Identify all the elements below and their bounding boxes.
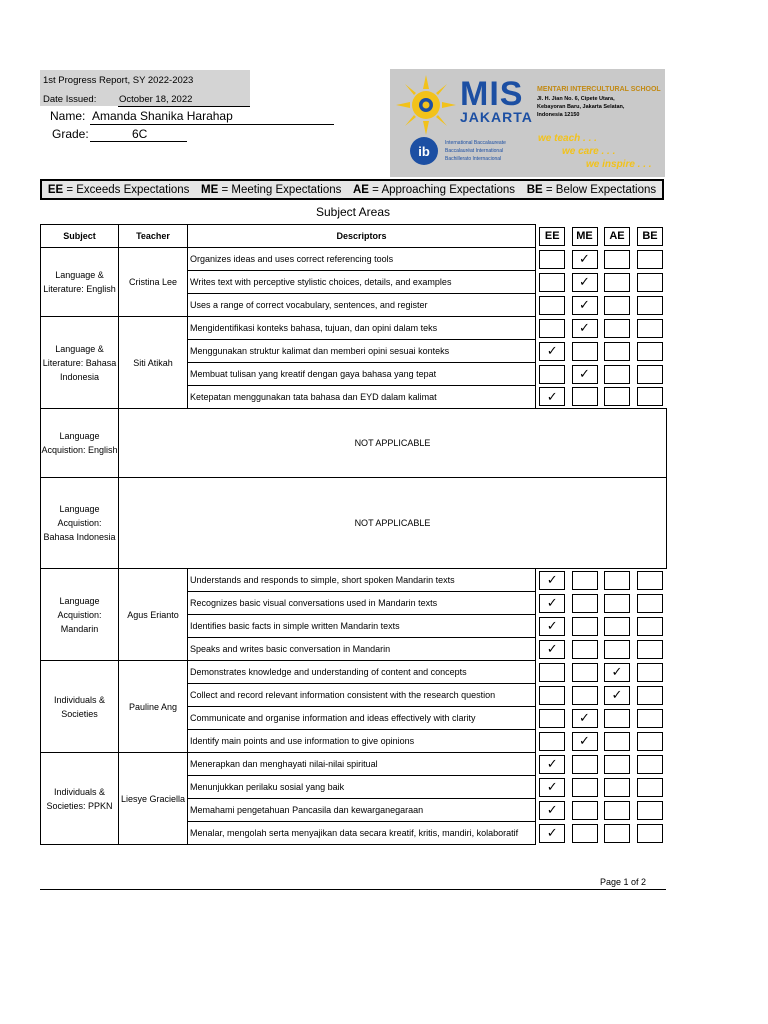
subject-areas-table [40, 224, 667, 845]
ib-text-1: International Baccalaureate [445, 140, 506, 146]
descriptor-cell: Recognizes basic visual conversations used in Mandarin texts [188, 592, 536, 615]
teacher-cell: Liesye Graciella [119, 753, 188, 845]
legend-ae: AE = Approaching Expectations [352, 183, 516, 196]
not-applicable-cell: NOT APPLICABLE [119, 409, 667, 478]
level-ee-cell [536, 615, 569, 638]
empty-box [604, 365, 630, 384]
empty-box [604, 250, 630, 269]
checkmark-icon: ✓ [604, 663, 630, 682]
empty-box [637, 250, 663, 269]
level-me-cell [569, 271, 601, 294]
school-address-3: Indonesia 12150 [537, 112, 580, 118]
level-ae-cell [601, 661, 634, 684]
subject-cell: Individuals & Societies: PPKN [41, 753, 119, 845]
section-title: Subject Areas [315, 205, 391, 219]
level-ae-cell [601, 615, 634, 638]
report-title: 1st Progress Report, SY 2022-2023 [43, 75, 194, 86]
subject-cell: Language Acquistion: Mandarin [41, 569, 119, 661]
level-me-cell [569, 753, 601, 776]
page-number: Page 1 of 2 [600, 877, 647, 887]
level-be-cell [634, 684, 667, 707]
empty-box [539, 250, 565, 269]
table-row [41, 569, 667, 592]
empty-box [539, 365, 565, 384]
empty-box [572, 686, 598, 705]
descriptor-cell: Demonstrates knowledge and understanding of content and concepts [188, 661, 536, 684]
level-me-cell [569, 386, 601, 409]
level-me-cell [569, 799, 601, 822]
checkmark-icon: ✓ [539, 801, 565, 820]
checkmark-icon: ✓ [572, 732, 598, 751]
descriptor-cell: Menunjukkan perilaku sosial yang baik [188, 776, 536, 799]
col-ae: AE [601, 225, 634, 248]
checkmark-icon: ✓ [539, 755, 565, 774]
table-row [41, 753, 667, 776]
level-me-cell [569, 294, 601, 317]
empty-box [637, 617, 663, 636]
empty-box [539, 709, 565, 728]
subject-cell: Language & Literature: Bahasa Indonesia [41, 317, 119, 409]
motto-3: we inspire . . . [586, 159, 652, 170]
level-be-cell [634, 707, 667, 730]
level-be-cell [634, 294, 667, 317]
subject-cell: Language Acquistion: Bahasa Indonesia [41, 478, 119, 569]
level-ae-cell [601, 730, 634, 753]
teacher-cell: Agus Erianto [119, 569, 188, 661]
legend-be: BE = Below Expectations [526, 183, 657, 196]
teacher-cell: Pauline Ang [119, 661, 188, 753]
empty-box [637, 663, 663, 682]
empty-box [637, 296, 663, 315]
checkmark-icon: ✓ [539, 824, 565, 843]
empty-box [637, 709, 663, 728]
empty-box [637, 801, 663, 820]
empty-box [637, 342, 663, 361]
level-ee-cell [536, 363, 569, 386]
motto-2: we care . . . [562, 146, 616, 157]
ib-text-2: Baccalauréat International [445, 148, 504, 154]
level-ee-cell [536, 317, 569, 340]
grade-underline [90, 141, 187, 142]
level-ae-cell [601, 707, 634, 730]
ib-logo-icon: ib [410, 137, 438, 165]
level-ee-cell [536, 661, 569, 684]
empty-box [637, 365, 663, 384]
empty-box [604, 319, 630, 338]
level-be-cell [634, 615, 667, 638]
level-ae-cell [601, 386, 634, 409]
date-label: Date Issued: [43, 94, 97, 105]
grade-value: 6C [132, 127, 148, 141]
level-ae-cell [601, 776, 634, 799]
col-teacher: Teacher [119, 225, 188, 248]
table-row [41, 317, 667, 340]
checkmark-icon: ✓ [604, 686, 630, 705]
level-ee-cell [536, 271, 569, 294]
empty-box [604, 709, 630, 728]
descriptor-cell: Collect and record relevant information consistent with the research question [188, 684, 536, 707]
level-ee-cell [536, 248, 569, 271]
school-logo-block [390, 69, 665, 177]
empty-box [539, 686, 565, 705]
legend-bar [40, 179, 664, 200]
table-row [41, 248, 667, 271]
date-underline [118, 106, 250, 107]
empty-box [637, 732, 663, 751]
level-ee-cell [536, 707, 569, 730]
level-me-cell [569, 317, 601, 340]
descriptor-cell: Memahami pengetahuan Pancasila dan kewarganegaraan [188, 799, 536, 822]
empty-box [572, 617, 598, 636]
empty-box [604, 755, 630, 774]
empty-box [572, 824, 598, 843]
level-ee-cell [536, 386, 569, 409]
descriptor-cell: Identifies basic facts in simple written Mandarin texts [188, 615, 536, 638]
empty-box [539, 663, 565, 682]
level-ae-cell [601, 638, 634, 661]
level-be-cell [634, 317, 667, 340]
col-subject: Subject [41, 225, 119, 248]
legend-ee: EE = Exceeds Expectations [47, 183, 190, 196]
empty-box [604, 342, 630, 361]
table-row [41, 661, 667, 684]
motto-1: we teach . . . [538, 133, 597, 144]
level-ae-cell [601, 569, 634, 592]
empty-box [539, 273, 565, 292]
empty-box [572, 571, 598, 590]
empty-box [637, 755, 663, 774]
level-ee-cell [536, 294, 569, 317]
level-ee-cell [536, 799, 569, 822]
level-me-cell [569, 615, 601, 638]
checkmark-icon: ✓ [539, 342, 565, 361]
empty-box [604, 640, 630, 659]
checkmark-icon: ✓ [539, 640, 565, 659]
col-me: ME [569, 225, 601, 248]
level-me-cell [569, 730, 601, 753]
level-me-cell [569, 340, 601, 363]
legend-me: ME = Meeting Expectations [201, 183, 342, 196]
level-ee-cell [536, 730, 569, 753]
empty-box [604, 824, 630, 843]
school-address-2: Kebayoran Baru, Jakarta Selatan, [537, 104, 625, 110]
col-be: BE [634, 225, 667, 248]
checkmark-icon: ✓ [572, 709, 598, 728]
name-underline [90, 124, 334, 125]
level-ee-cell [536, 684, 569, 707]
level-ee-cell [536, 822, 569, 845]
level-me-cell [569, 707, 601, 730]
subject-cell: Language & Literature: English [41, 248, 119, 317]
mis-logo-text: MIS [460, 75, 524, 113]
level-be-cell [634, 822, 667, 845]
level-be-cell [634, 271, 667, 294]
level-be-cell [634, 776, 667, 799]
level-be-cell [634, 799, 667, 822]
level-be-cell [634, 386, 667, 409]
level-be-cell [634, 638, 667, 661]
level-me-cell [569, 822, 601, 845]
level-me-cell [569, 638, 601, 661]
school-address-1: Jl. H. Jian No. 6, Cipete Utara, [537, 96, 615, 102]
school-name: MENTARI INTERCULTURAL SCHOOL [537, 86, 661, 93]
descriptor-cell: Ketepatan menggunakan tata bahasa dan EYD dalam kalimat [188, 386, 536, 409]
empty-box [572, 663, 598, 682]
empty-box [637, 273, 663, 292]
not-applicable-cell: NOT APPLICABLE [119, 478, 667, 569]
level-ee-cell [536, 592, 569, 615]
subject-cell: Individuals & Societies [41, 661, 119, 753]
level-ae-cell [601, 317, 634, 340]
level-be-cell [634, 248, 667, 271]
empty-box [637, 319, 663, 338]
name-label: Name: [50, 109, 86, 123]
empty-box [572, 387, 598, 406]
level-me-cell [569, 776, 601, 799]
name-value: Amanda Shanika Harahap [92, 109, 233, 123]
sun-logo-icon [394, 73, 458, 137]
empty-box [539, 319, 565, 338]
col-ee: EE [536, 225, 569, 248]
level-ae-cell [601, 799, 634, 822]
level-me-cell [569, 592, 601, 615]
empty-box [539, 296, 565, 315]
level-ae-cell [601, 684, 634, 707]
level-ae-cell [601, 248, 634, 271]
checkmark-icon: ✓ [539, 778, 565, 797]
empty-box [637, 594, 663, 613]
descriptor-cell: Understands and responds to simple, short spoken Mandarin texts [188, 569, 536, 592]
empty-box [572, 801, 598, 820]
empty-box [604, 273, 630, 292]
level-ae-cell [601, 271, 634, 294]
level-ee-cell [536, 340, 569, 363]
level-be-cell [634, 569, 667, 592]
descriptor-cell: Communicate and organise information and ideas effectively with clarity [188, 707, 536, 730]
checkmark-icon: ✓ [539, 617, 565, 636]
level-ee-cell [536, 638, 569, 661]
descriptor-cell: Uses a range of correct vocabulary, sentences, and register [188, 294, 536, 317]
empty-box [637, 686, 663, 705]
level-ee-cell [536, 569, 569, 592]
empty-box [572, 594, 598, 613]
empty-box [604, 594, 630, 613]
column-header-row [41, 225, 667, 248]
level-me-cell [569, 569, 601, 592]
level-ae-cell [601, 363, 634, 386]
subject-cell: Language Acquistion: English [41, 409, 119, 478]
empty-box [572, 640, 598, 659]
level-be-cell [634, 661, 667, 684]
level-ae-cell [601, 340, 634, 363]
checkmark-icon: ✓ [572, 273, 598, 292]
level-ee-cell [536, 753, 569, 776]
descriptor-cell: Speaks and writes basic conversation in Mandarin [188, 638, 536, 661]
footer-line [40, 889, 666, 890]
level-be-cell [634, 340, 667, 363]
empty-box [637, 778, 663, 797]
descriptor-cell: Menerapkan dan menghayati nilai-nilai spiritual [188, 753, 536, 776]
checkmark-icon: ✓ [572, 296, 598, 315]
empty-box [604, 387, 630, 406]
level-me-cell [569, 684, 601, 707]
empty-box [604, 778, 630, 797]
level-me-cell [569, 661, 601, 684]
col-descriptors: Descriptors [188, 225, 536, 248]
level-ee-cell [536, 776, 569, 799]
descriptor-cell: Organizes ideas and uses correct referencing tools [188, 248, 536, 271]
level-be-cell [634, 363, 667, 386]
level-be-cell [634, 753, 667, 776]
grade-label: Grade: [52, 127, 89, 141]
empty-box [637, 387, 663, 406]
table-row [41, 478, 667, 569]
descriptor-cell: Menalar, mengolah serta menyajikan data secara kreatif, kritis, mandiri, kolaboratif [188, 822, 536, 845]
descriptor-cell: Membuat tulisan yang kreatif dengan gaya bahasa yang tepat [188, 363, 536, 386]
empty-box [637, 640, 663, 659]
jakarta-logo-text: JAKARTA [460, 109, 533, 125]
ib-text-3: Bachillerato Internacional [445, 156, 502, 162]
empty-box [572, 342, 598, 361]
empty-box [604, 732, 630, 751]
empty-box [539, 732, 565, 751]
level-me-cell [569, 248, 601, 271]
empty-box [604, 801, 630, 820]
level-ae-cell [601, 753, 634, 776]
teacher-cell: Cristina Lee [119, 248, 188, 317]
level-be-cell [634, 592, 667, 615]
descriptor-cell: Menggunakan struktur kalimat dan memberi opini sesuai konteks [188, 340, 536, 363]
level-ae-cell [601, 822, 634, 845]
level-be-cell [634, 730, 667, 753]
checkmark-icon: ✓ [572, 250, 598, 269]
descriptor-cell: Mengidentifikasi konteks bahasa, tujuan, dan opini dalam teks [188, 317, 536, 340]
empty-box [572, 755, 598, 774]
empty-box [637, 824, 663, 843]
checkmark-icon: ✓ [572, 319, 598, 338]
checkmark-icon: ✓ [539, 571, 565, 590]
empty-box [604, 296, 630, 315]
empty-box [604, 571, 630, 590]
table-row [41, 409, 667, 478]
empty-box [604, 617, 630, 636]
level-ae-cell [601, 592, 634, 615]
teacher-cell: Siti Atikah [119, 317, 188, 409]
descriptor-cell: Writes text with perceptive stylistic choices, details, and examples [188, 271, 536, 294]
checkmark-icon: ✓ [539, 387, 565, 406]
level-me-cell [569, 363, 601, 386]
date-value: October 18, 2022 [119, 94, 193, 105]
level-ae-cell [601, 294, 634, 317]
checkmark-icon: ✓ [539, 594, 565, 613]
descriptor-cell: Identify main points and use information to give opinions [188, 730, 536, 753]
empty-box [572, 778, 598, 797]
empty-box [637, 571, 663, 590]
checkmark-icon: ✓ [572, 365, 598, 384]
